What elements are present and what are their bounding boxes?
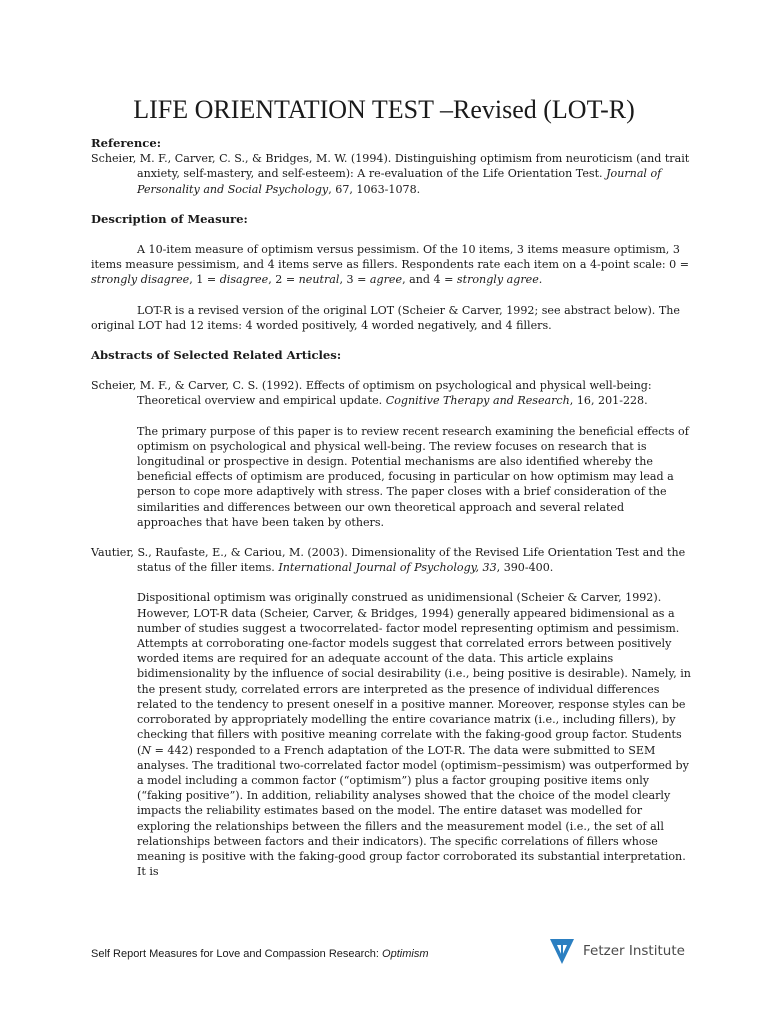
text-run: strongly agree. xyxy=(456,273,543,287)
footer-text: Self Report Measures for Love and Compassion Research: xyxy=(91,948,383,960)
text-run: , 3 = xyxy=(339,273,370,287)
citation-journal: International Journal of Psychology, 33 xyxy=(278,561,497,575)
text-run: A 10-item measure of optimism versus pessimism. Of the 10 items, 3 items measure optimism, 3 items measure pessimism, and 4 items serve as fillers. Respondents rate each item on a 4-point scale: 0 = xyxy=(91,243,690,272)
text-run: , and 4 = xyxy=(402,273,457,287)
abstract-1-citation xyxy=(91,378,691,408)
text-run: Dispositional optimism was originally construed as unidimensional (Scheier & Carver, 1992). However, LOT-R data (Scheier, Carver, & Bridges, 1994) generally appeared bidimensional as a number of studies suggest a twocorrelated- factor model representing optimism and pessimism. Attempts at corroborating one-factor models suggest that correlated errors between positively worded items are required for an adequate account of the data. This article explains bidimensionality by the influence of social desirability (i.e., being positive is desirable). Namely, in the present study, correlated errors are interpreted as the presence of individual differences related to the tendency to present oneself in a positive manner. Moreover, response styles can be corroborated by appropriately modelling the entire covariance matrix (i.e., including fillers), by checking that fillers with positive meaning correlate with the faking-good group factor. Students ( xyxy=(137,591,691,757)
citation-journal: Cognitive Therapy and Research xyxy=(385,394,570,408)
reference-citation xyxy=(91,151,691,197)
page-footer xyxy=(91,948,429,960)
citation-text: Scheier, M. F., & Carver, C. S. (1992). Effects of optimism on psychological and physical well-being: Theoretical overview and empirical update. xyxy=(91,379,652,408)
reference-journal: Journal of Personality and Social Psychology xyxy=(137,167,662,196)
text-run: , 2 = xyxy=(268,273,299,287)
citation-text: Vautier, S., Raufaste, E., & Cariou, M. (2003). Dimensionality of the Revised Life Orientation Test and the status of the filler items. xyxy=(91,546,686,575)
text-run: strongly disagree xyxy=(91,273,190,287)
text-run: disagree xyxy=(219,273,269,287)
abstracts-heading: Abstracts of Selected Related Articles: xyxy=(91,348,342,363)
reference-citation-text: Scheier, M. F., Carver, C. S., & Bridges, M. W. (1994). Distinguishing optimism from neuroticism (and trait anxiety, self-mastery, and self-esteem): A re-evaluation of the Life Orientation Test. xyxy=(91,152,690,181)
fetzer-logo-icon xyxy=(548,936,576,966)
citation-pages: , 390-400. xyxy=(496,561,554,575)
citation-pages: , 16, 201-228. xyxy=(569,394,648,408)
page-title: LIFE ORIENTATION TEST –Revised (LOT-R) xyxy=(133,95,635,124)
logo-text: Fetzer Institute xyxy=(583,943,685,959)
text-run: neutral xyxy=(298,273,340,287)
description-paragraph-2: LOT-R is a revised version of the original LOT (Scheier & Carver, 1992; see abstract below). The original LOT had 12 items: 4 worded positively, 4 worded negatively, and 4 fillers. xyxy=(91,303,680,332)
description-paragraph-1 xyxy=(91,242,691,288)
reference-heading: Reference: xyxy=(91,136,162,150)
document-body xyxy=(91,136,691,879)
abstract-2-citation xyxy=(91,545,691,575)
footer-topic: Optimism xyxy=(382,948,429,960)
description-heading: Description of Measure: xyxy=(91,211,248,226)
text-run: N xyxy=(141,743,152,757)
fetzer-logo xyxy=(548,936,685,966)
text-run: agree xyxy=(369,273,403,287)
text-run: , 1 = xyxy=(189,273,220,287)
abstract-1-text: The primary purpose of this paper is to review recent research examining the beneficial effects of optimism on psychological and physical well-being. The review focuses on research that is longitudinal or prospective in design. Potential mechanisms are also identified whereby the beneficial effects of optimism are produced, focusing in particular on how optimism may lead a person to cope more adaptively with stress. The paper closes with a brief consideration of the similarities and differences between our own theoretical approach and several related approaches that have been taken by others. xyxy=(137,424,689,529)
text-run: = 442) responded to a French adaptation of the LOT-R. The data were submitted to SEM analyses. The traditional two-correlated factor model (optimism–pessimism) was outperformed by a model including a common factor (“optimism”) plus a factor grouping positive items only (“faking positive”). In addition, reliability analyses showed that the choice of the model clearly impacts the reliability estimates based on the model. The entire dataset was modelled for exploring the relationships between the fillers and the measurement model (i.e., the set of all relationships between factors and their indicators). The specific correlations of fillers whose meaning is positive with the faking-good group factor corroborated its substantial interpretation. It is xyxy=(137,743,689,879)
reference-pages: , 67, 1063-1078. xyxy=(328,182,421,196)
abstract-2-text xyxy=(91,590,691,879)
